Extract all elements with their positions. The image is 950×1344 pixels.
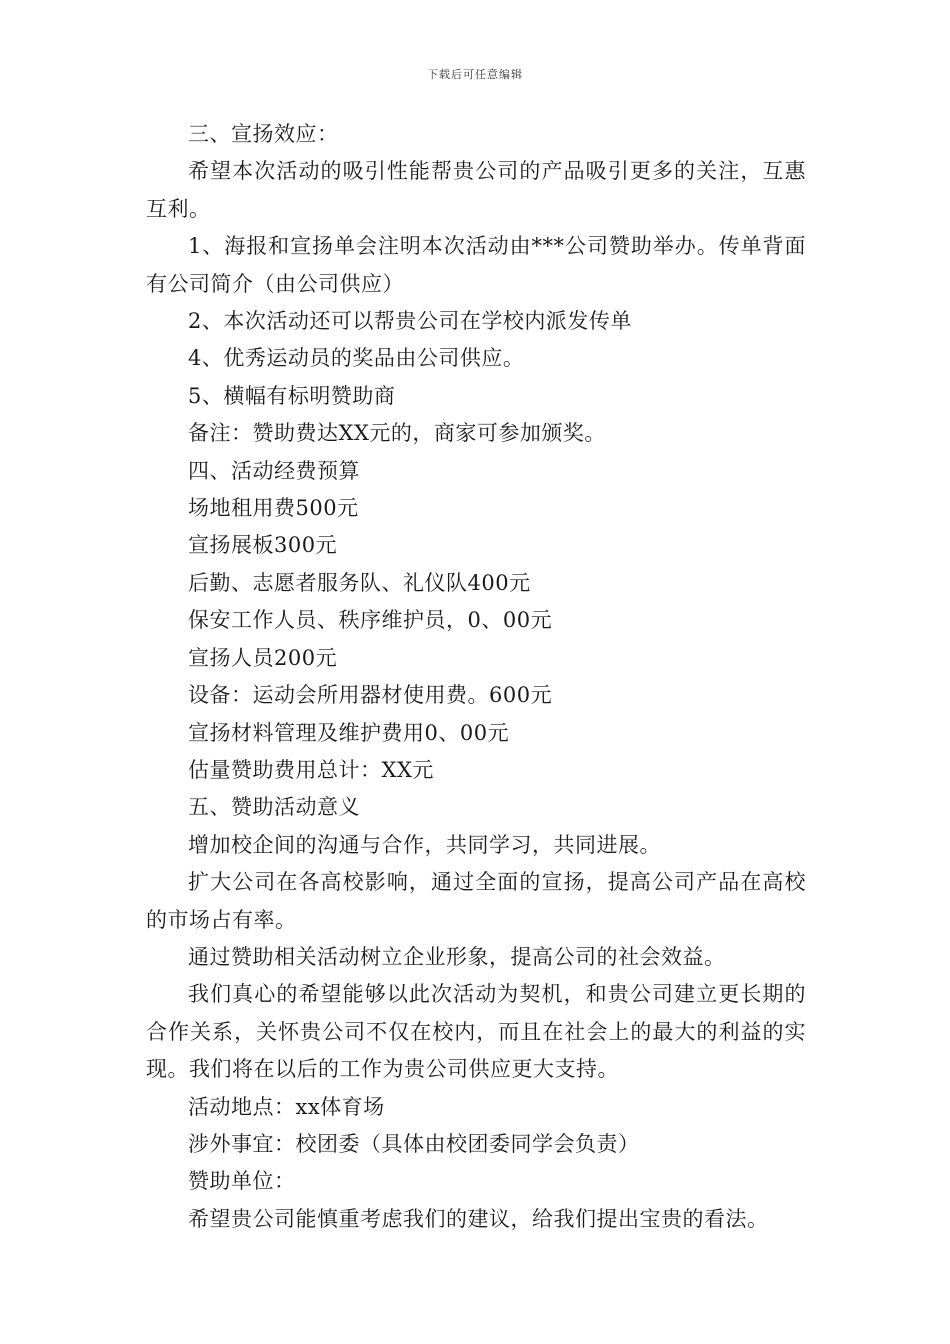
budget-item: 宣扬材料管理及维护费用0、00元: [188, 720, 510, 745]
page-header: 下载后可任意编辑: [427, 68, 523, 81]
paragraph: 增加校企间的沟通与合作，共同学习，共同进展。: [188, 832, 661, 857]
paragraph: 我们真心的希望能够以此次活动为契机，和贵公司建立更长期的合作关系，关怀贵公司不仅在校内，而且在社会上的最大的利益的实现。我们将在以后的工作为贵公司供应更大支持。: [146, 982, 806, 1082]
section-heading-budget: 四、活动经费预算: [188, 458, 360, 483]
budget-item: 场地租用费500元: [188, 496, 359, 521]
sponsor-unit: 赞助单位：: [188, 1169, 296, 1194]
section-heading-significance: 五、赞助活动意义: [188, 795, 360, 820]
document-body: [146, 116, 806, 1238]
list-item: 2、本次活动还可以帮贵公司在学校内派发传单: [188, 309, 632, 334]
note: 备注：赞助费达XX元的，商家可参加颁奖。: [188, 421, 606, 446]
budget-item: 后勤、志愿者服务队、礼仪队400元: [188, 570, 531, 595]
section-heading-publicity: 三、宣扬效应：: [188, 122, 339, 146]
paragraph: 通过赞助相关活动树立企业形象，提高公司的社会效益。: [188, 944, 726, 969]
budget-total: 估量赞助费用总计：XX元: [188, 757, 434, 782]
budget-item: 宣扬展板300元: [188, 533, 338, 558]
budget-item: 宣扬人员200元: [188, 645, 338, 670]
budget-item: 设备：运动会所用器材使用费。600元: [188, 683, 553, 708]
event-location: 活动地点：xx体育场: [188, 1094, 385, 1119]
closing-paragraph: 希望贵公司能慎重考虑我们的建议，给我们提出宝贵的看法。: [188, 1206, 769, 1231]
external-affairs: 涉外事宜：校团委（具体由校团委同学会负责）: [188, 1131, 640, 1156]
paragraph: 扩大公司在各高校影响，通过全面的宣扬，提高公司产品在高校的市场占有率。: [146, 870, 806, 932]
budget-item: 保安工作人员、秩序维护员，0、00元: [188, 608, 553, 633]
list-item: 5、横幅有标明赞助商: [188, 383, 396, 408]
paragraph: 希望本次活动的吸引性能帮贵公司的产品吸引更多的关注，互惠互利。: [146, 159, 806, 221]
list-item: 1、海报和宣扬单会注明本次活动由***公司赞助举办。传单背面有公司简介（由公司供应）: [146, 234, 806, 296]
list-item: 4、优秀运动员的奖品由公司供应。: [188, 346, 525, 371]
